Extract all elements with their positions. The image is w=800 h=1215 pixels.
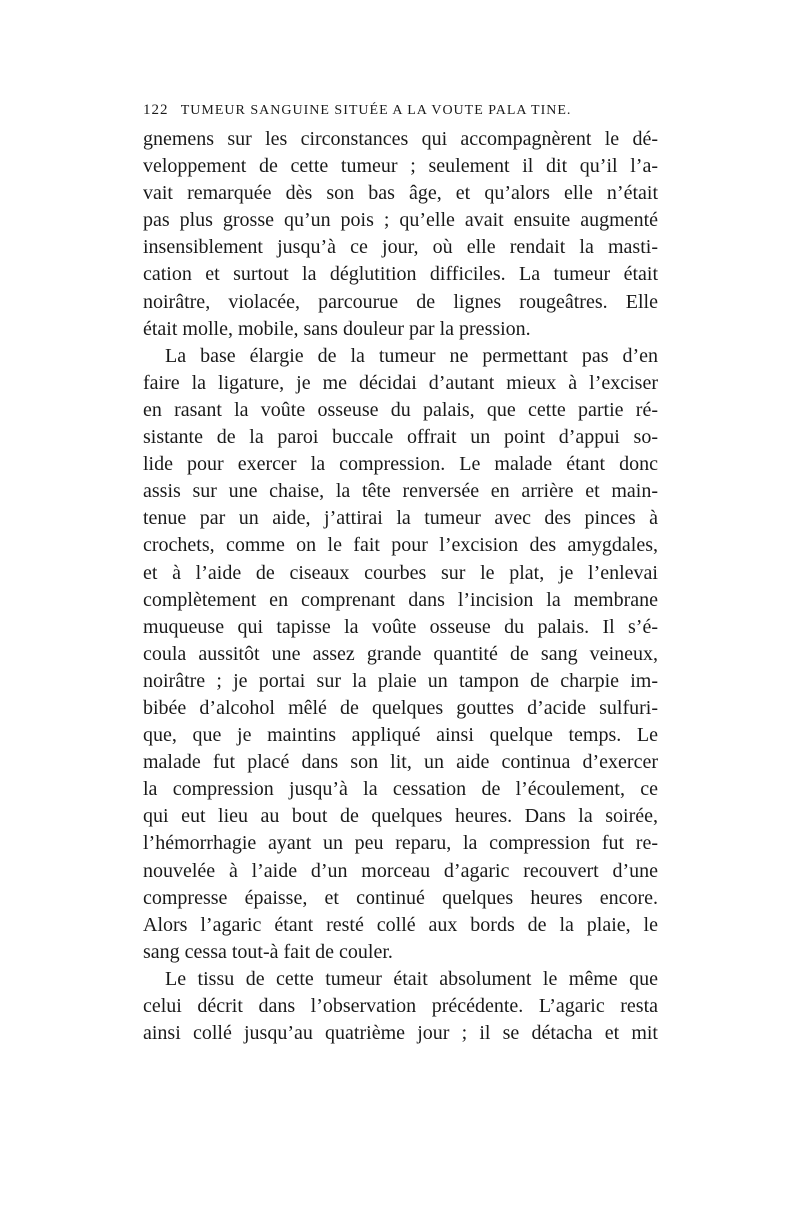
text-line: ainsi collé jusqu’au quatrième jour ; il se détacha et mit	[143, 1022, 658, 1045]
text-line: pas plus grosse qu’un pois ; qu’elle avait ensuite augmenté	[143, 209, 658, 232]
page-number: 122	[143, 102, 169, 118]
text-line: et à l’aide de ciseaux courbes sur le plat, je l’enlevai	[143, 561, 658, 584]
body-text	[143, 126, 658, 1047]
text-line: que, que je maintins appliqué ainsi quelque temps. Le	[143, 724, 658, 747]
text-line: qui eut lieu au bout de quelques heures. Dans la soirée,	[143, 805, 658, 828]
text-line: sang cessa tout-à fait de couler.	[143, 940, 393, 963]
text-line: cation et surtout la déglutition difficiles. La tumeur était	[143, 263, 658, 286]
text-line: était molle, mobile, sans douleur par la pression.	[143, 317, 531, 340]
running-title: TUMEUR SANGUINE SITUÉE A LA VOUTE PALA TINE.	[180, 103, 572, 118]
text-line: tenue par un aide, j’attirai la tumeur avec des pinces à	[143, 507, 658, 530]
text-line: crochets, comme on le fait pour l’excision des amygdales,	[143, 534, 658, 557]
text-line: vait remarquée dès son bas âge, et qu’alors elle n’était	[143, 182, 658, 205]
text-line: complètement en comprenant dans l’incision la membrane	[143, 588, 658, 611]
text-line: compresse épaisse, et continué quelques heures encore.	[143, 886, 658, 909]
text-line: en rasant la voûte osseuse du palais, que cette partie ré-	[143, 398, 658, 421]
text-line: la compression jusqu’à la cessation de l’écoulement, ce	[143, 778, 658, 801]
text-line: sistante de la paroi buccale offrait un point d’appui so-	[143, 426, 658, 449]
text-line: faire la ligature, je me décidai d’autant mieux à l’exciser	[143, 371, 658, 394]
text-line: bibée d’alcohol mêlé de quelques gouttes d’acide sulfuri-	[143, 696, 658, 719]
running-header	[143, 102, 663, 119]
text-line: Le tissu de cette tumeur était absolument le même que	[165, 967, 658, 990]
text-line: gnemens sur les circonstances qui accompagnèrent le dé-	[143, 128, 658, 150]
text-line: noirâtre, violacée, parcourue de lignes rougeâtres. Elle	[143, 290, 658, 313]
text-line: noirâtre ; je portai sur la plaie un tampon de charpie im-	[143, 669, 658, 692]
text-line: muqueuse qui tapisse la voûte osseuse du palais. Il s’é-	[143, 615, 658, 638]
text-line: assis sur une chaise, la tête renversée en arrière et main-	[143, 480, 658, 503]
text-line: malade fut placé dans son lit, un aide continua d’exercer	[143, 751, 658, 774]
text-line: Alors l’agaric étant resté collé aux bords de la plaie, le	[143, 913, 658, 936]
text-line: celui décrit dans l’observation précédente. L’agaric resta	[143, 995, 658, 1017]
text-line: nouvelée à l’aide d’un morceau d’agaric recouvert d’une	[143, 859, 658, 882]
text-line: La base élargie de la tumeur ne permettant pas d’en	[165, 344, 658, 367]
text-line: coula aussitôt une assez grande quantité de sang veineux,	[143, 642, 658, 665]
text-line: insensiblement jusqu’à ce jour, où elle rendait la masti-	[143, 236, 658, 259]
text-line: lide pour exercer la compression. Le malade étant donc	[143, 453, 658, 476]
text-line: veloppement de cette tumeur ; seulement il dit qu’il l’a-	[143, 155, 658, 178]
text-line: l’hémorrhagie ayant un peu reparu, la compression fut re-	[143, 832, 658, 855]
